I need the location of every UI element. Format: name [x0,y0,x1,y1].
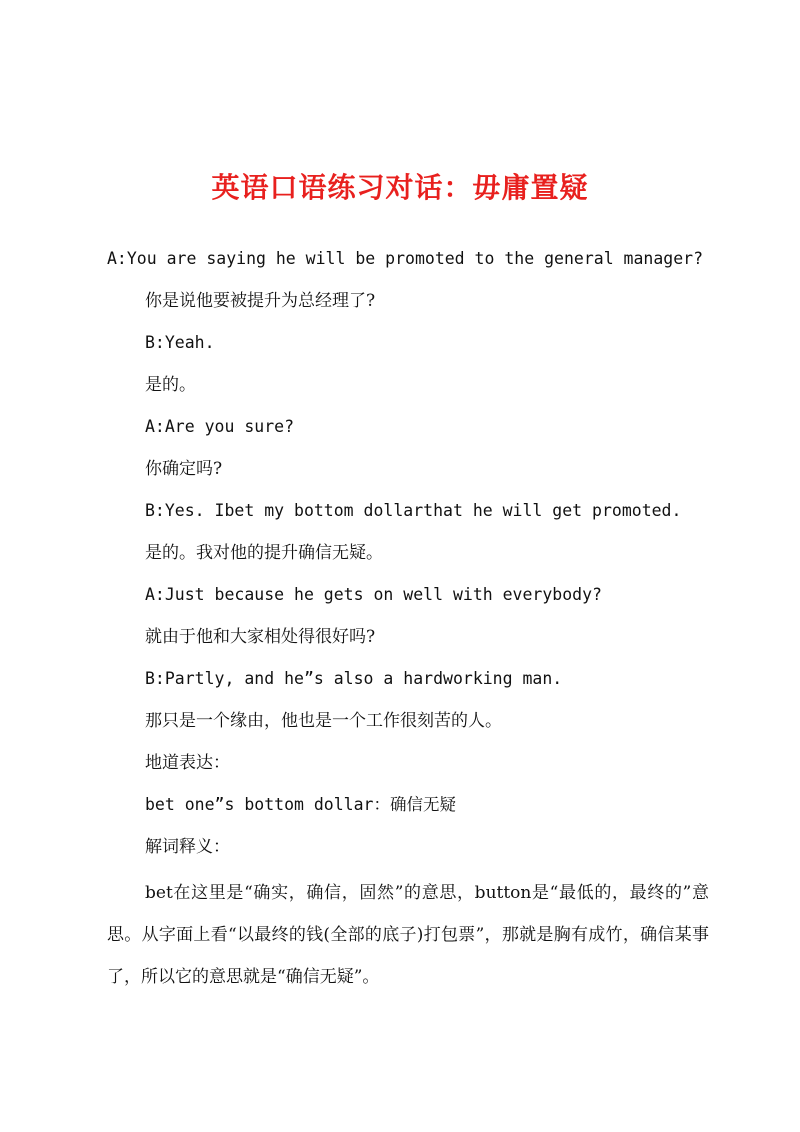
page-title: 英语口语练习对话：毋庸置疑 [211,171,589,204]
dialogue-line-a3-chinese: 就由于他和大家相处得很好吗? [145,627,376,647]
dialogue-line-b2-chinese: 是的。我对他的提升确信无疑。 [145,543,383,563]
dialogue-line-b3-english: B:Partly, and he”s also a hardworking man. [145,669,563,688]
dialogue-line-a2-english: A:Are you sure? [145,417,295,436]
dialogue-line-a1-english: A:You are saying he will be promoted to the general manager? [107,249,704,268]
dialogue-line-a2-chinese: 你确定吗? [145,459,223,479]
explanation-heading: 解词释义： [145,837,230,857]
dialogue-line-b2-english: B:Yes. Ibet my bottom dollarthat he will get promoted. [145,501,682,520]
dialogue-line-b3-chinese: 那只是一个缘由，他也是一个工作很刻苦的人。 [145,711,502,731]
dialogue-line-b1-chinese: 是的。 [145,375,196,395]
explanation-paragraph: bet在这里是“确实，确信，固然”的意思，button是“最低的，最终的”意思。从字面上看“以最终的钱(全部的底子)打包票”，那就是胸有成竹，确信某事了，所以它的意思就是“确信无疑”。 [107,883,709,987]
dialogue-line-a1-chinese: 你是说他要被提升为总经理了? [145,291,376,311]
dialogue-line-a3-english: A:Just because he gets on well with everybody? [145,585,602,604]
dialogue-line-b1-english: B:Yeah. [145,333,215,352]
expression-heading: 地道表达： [145,753,230,773]
expression-phrase: bet one”s bottom dollar：确信无疑 [145,795,456,814]
